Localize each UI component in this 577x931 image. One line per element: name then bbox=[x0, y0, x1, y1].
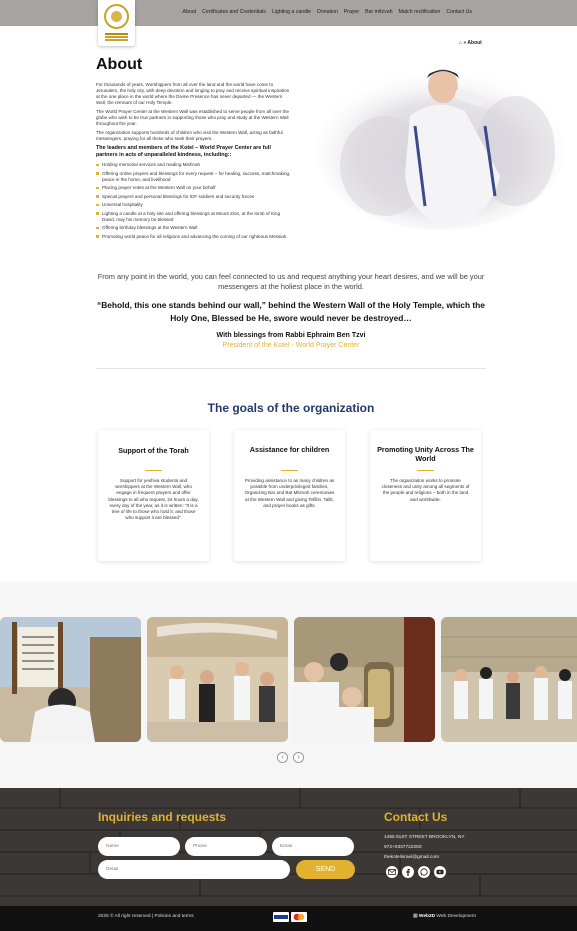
section-divider bbox=[96, 368, 486, 369]
nav-match-rectification[interactable]: Match rectification bbox=[398, 9, 441, 15]
list-item: Holding memorial services and reading Mishnah bbox=[96, 162, 292, 168]
breadcrumb-current: About bbox=[467, 40, 482, 46]
send-button[interactable]: SEND bbox=[296, 860, 355, 879]
contact-title: Contact Us bbox=[384, 810, 448, 824]
goal-card-text: The organization works to promote closeness and unity among all segments of the people and religions – both in the land and worldwide. bbox=[381, 478, 470, 502]
developer-logo-icon: ▦ bbox=[413, 914, 418, 919]
contact-phone[interactable]: 972+0337722250 bbox=[384, 845, 422, 850]
goals-title: The goals of the organization bbox=[207, 401, 375, 415]
developer-text: Web Development bbox=[436, 914, 476, 919]
facebook-icon[interactable] bbox=[402, 866, 414, 878]
logo-text-mark bbox=[105, 33, 128, 35]
gallery-photo-torah-scroll[interactable] bbox=[0, 617, 141, 742]
goal-card-underline bbox=[145, 470, 162, 471]
chevron-right-icon: › bbox=[297, 754, 300, 761]
list-item: Offering online prayers and blessings for every request – for healing, success, matchmaking, peace in the home, and livelihood bbox=[96, 171, 292, 183]
nav-contact[interactable]: Contact Us bbox=[446, 9, 472, 15]
main-nav bbox=[183, 9, 472, 15]
about-paragraph: The World Prayer Center at the Western Wall was established to serve people from all over the globe who wish to be true partners in supporting those who pray and study at the Western Wall throughout the year. bbox=[96, 109, 289, 126]
nav-about[interactable]: About bbox=[182, 9, 197, 15]
gallery-photo-western-wall[interactable] bbox=[441, 617, 577, 742]
breadcrumb: ⌂ » About bbox=[459, 40, 482, 46]
inquiries-title: Inquiries and requests bbox=[98, 810, 227, 824]
phone-input[interactable] bbox=[185, 837, 267, 856]
detail-input[interactable] bbox=[98, 860, 290, 879]
nav-certificates[interactable]: Certificates and Credentials bbox=[202, 9, 266, 15]
mastercard-icon bbox=[291, 912, 307, 922]
page-title: About bbox=[96, 56, 143, 73]
goal-card-text: Support for yeshiva students and worshippers at the Western Wall, who engage in frequent prayers and offer blessings to all who request, 24 hours a day, every day of the year, as it is written: “It is a tree of life to those who hold it, and those who support it are blessed”. bbox=[108, 478, 199, 521]
chevron-left-icon: ‹ bbox=[281, 754, 284, 761]
site-logo[interactable] bbox=[98, 0, 135, 46]
list-item: Placing prayer notes at the Western Wall on your behalf bbox=[96, 185, 292, 191]
kindness-list bbox=[96, 162, 292, 240]
signature-role: President of the Kotel - World Prayer Center bbox=[222, 342, 360, 349]
name-input[interactable] bbox=[98, 837, 180, 856]
praying-boy-photo bbox=[315, 56, 565, 234]
whatsapp-icon[interactable] bbox=[418, 866, 430, 878]
list-item: Universal hospitality bbox=[96, 202, 292, 208]
home-icon[interactable]: ⌂ bbox=[459, 40, 463, 46]
visa-icon bbox=[273, 912, 289, 922]
about-text bbox=[96, 82, 292, 242]
email-icon[interactable] bbox=[386, 866, 398, 878]
logo-seal-icon bbox=[104, 4, 129, 29]
developer-credit[interactable] bbox=[413, 914, 476, 919]
gallery-photo-torah-case[interactable] bbox=[294, 617, 435, 742]
goal-card-text: Providing assistance to as many children as possible from underprivileged families, Organizing Bar and Bat Mitzvah ceremonies at the Western Wall and giving Tefillin, Tallit, and prayer books as gifts. bbox=[244, 478, 335, 508]
goal-card-unity bbox=[370, 430, 481, 561]
nav-prayer[interactable]: Prayer bbox=[343, 9, 360, 15]
about-quote: “Behold, this one stands behind our wall,” behind the Western Wall of the Holy Temple, which the Holy One, Blessed be He, swore would never be destroyed… bbox=[97, 300, 485, 323]
about-paragraph: The organization supports hundreds of children who visit the Western Wall, acting as faithful messengers, praying for all those who seek their prayers. bbox=[96, 130, 283, 141]
about-lead: The leaders and members of the Kotel – World Prayer Center are full partners in acts of unparalleled kindness, including:: bbox=[96, 145, 271, 158]
nav-lighting-candle[interactable]: Lighting a candle bbox=[271, 9, 312, 15]
gallery-prev-button[interactable] bbox=[277, 752, 288, 763]
goal-card-torah bbox=[98, 430, 209, 561]
goal-card-underline bbox=[281, 470, 298, 471]
email-input[interactable] bbox=[272, 837, 354, 856]
list-item: Lighting a candle at a holy site and offering blessings at Mount Zion, at the tomb of King David, may his memory be blessed bbox=[96, 211, 292, 223]
goal-card-children bbox=[234, 430, 345, 561]
about-connect-text: From any point in the world, you can feel connected to us and request anything your heart desires, and we will be your messengers at the holiest place in the world. bbox=[97, 272, 485, 291]
about-paragraph: For thousands of years, Worshippers from all over the land and the world have come to Jerusalem, the holy city, with deep devotion and longing to pray and receive spiritual inspiration at the one place in the world where the Divine Presence has never departed — the Western Wall, the remnant of our Holy Temple. bbox=[96, 82, 290, 105]
list-item: Offering birthday blessings at the Western Wall bbox=[96, 225, 292, 231]
goal-card-title: Promoting Unity Across The World bbox=[377, 445, 474, 463]
goal-card-title: Assistance for children bbox=[249, 445, 330, 454]
gallery-next-button[interactable] bbox=[293, 752, 304, 763]
gallery-photo-celebration[interactable] bbox=[147, 617, 288, 742]
list-item: Promoting world peace for all religions and advancing the coming of our righteous Messiah. bbox=[96, 234, 292, 240]
signature-name: With blessings from Rabbi Ephraim Ben Tzvi bbox=[216, 332, 366, 339]
nav-donation[interactable]: Donation bbox=[317, 9, 338, 15]
goal-card-underline bbox=[417, 470, 434, 471]
copyright[interactable]: 2025 © All right reserved | Policies and terms bbox=[98, 914, 194, 919]
youtube-icon[interactable] bbox=[434, 866, 446, 878]
contact-address: 1455 51ST STREET BROOKLYN, NY bbox=[384, 835, 465, 840]
contact-email[interactable]: thekotelisrael@gmail.com bbox=[384, 855, 439, 860]
list-item: Special prayers and personal blessings for IDF soldiers and security forces bbox=[96, 194, 292, 200]
goal-card-title: Support of the Torah bbox=[118, 446, 189, 455]
developer-brand: Web3D bbox=[418, 914, 436, 919]
nav-bar-mitzvah[interactable]: Bar mitzvah bbox=[365, 9, 393, 15]
